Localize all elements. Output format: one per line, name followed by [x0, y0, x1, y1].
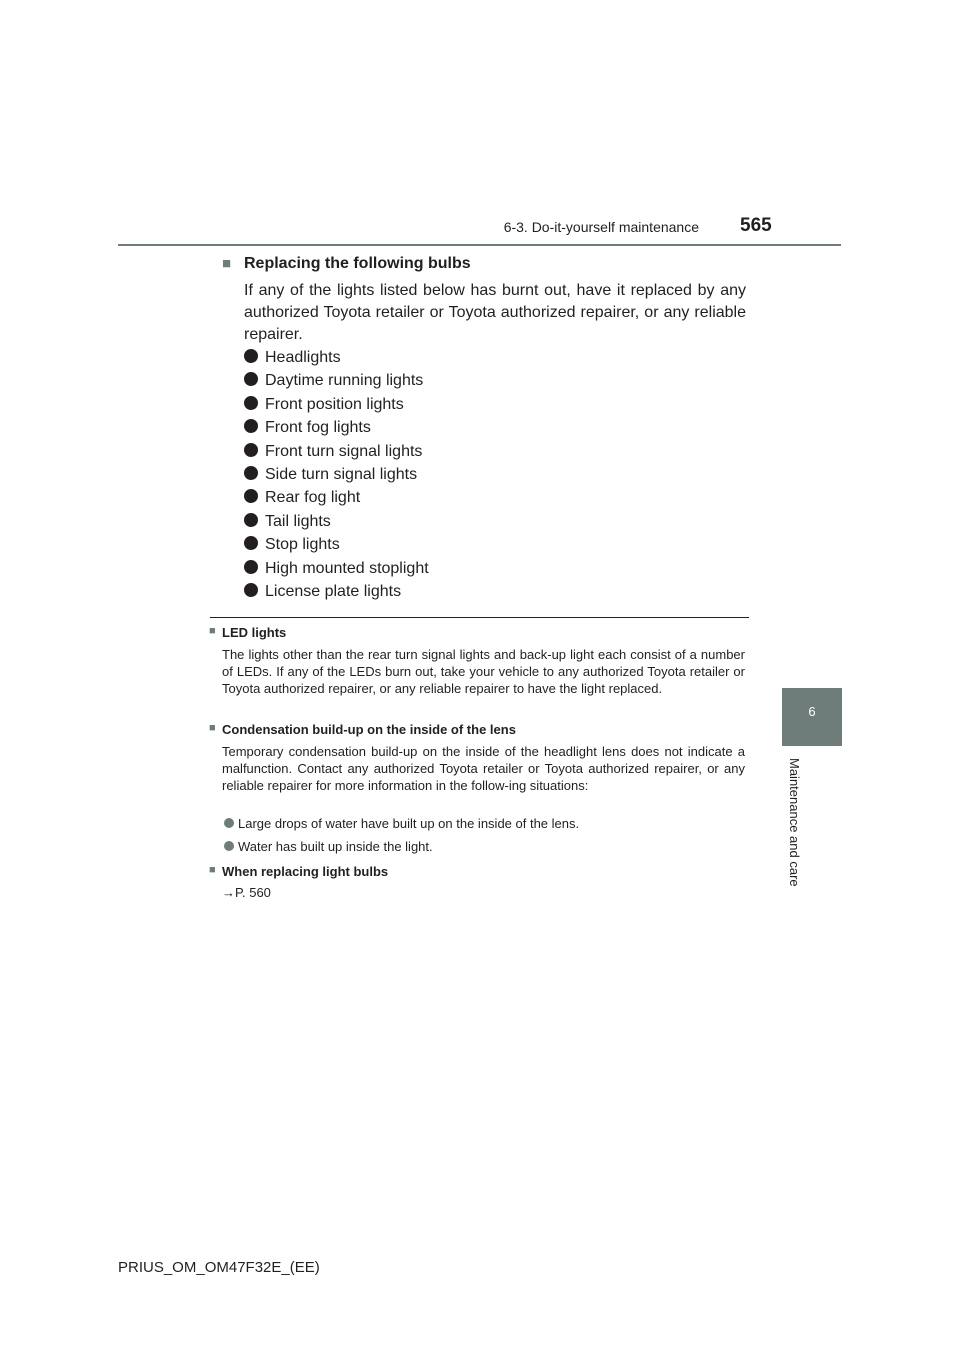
chapter-number: 6 [808, 704, 816, 719]
bulb-item: Side turn signal lights [244, 464, 429, 487]
header-rule [118, 244, 841, 246]
bullet-icon [244, 372, 258, 386]
page-reference[interactable]: →P. 560 [222, 885, 271, 900]
chapter-tab [782, 688, 842, 746]
bulb-item: Daytime running lights [244, 370, 429, 393]
bulb-list [244, 347, 429, 604]
main-heading: Replacing the following bulbs [244, 255, 471, 272]
note-heading: Condensation build-up on the inside of the lens [222, 722, 516, 737]
bullet-icon [244, 466, 258, 480]
bullet-icon [244, 396, 258, 410]
section-divider [210, 617, 749, 618]
bulb-item: Front turn signal lights [244, 441, 429, 464]
page-number: 565 [740, 215, 772, 236]
note-heading: LED lights [222, 625, 287, 640]
bulb-item: Rear fog light [244, 487, 429, 510]
note-body: The lights other than the rear turn signal lights and back-up light each consist of a number of LEDs. If any of the LEDs burn out, take your vehicle to any authorized Toyota retailer or Toyota authorized repairer, or any reliable repairer to have the light replaced. [222, 647, 745, 696]
bullet-icon [244, 536, 258, 550]
section-title: 6-3. Do-it-yourself maintenance [503, 219, 699, 235]
main-paragraph: If any of the lights listed below has burnt out, have it replaced by any authorized Toyota retailer or Toyota authorized repairer, or any reliable repairer. [244, 282, 746, 343]
note-heading: When replacing light bulbs [222, 864, 389, 879]
bullet-icon [244, 560, 258, 574]
arrow-icon: → [222, 885, 235, 900]
bulb-item: Front position lights [244, 394, 429, 417]
bullet-icon [244, 583, 258, 597]
bulb-item: Stop lights [244, 534, 429, 557]
chapter-label: Maintenance and care [787, 758, 802, 887]
bulb-item: High mounted stoplight [244, 558, 429, 581]
square-bullet-icon: ■ [209, 722, 216, 734]
bulb-item: Front fog lights [244, 417, 429, 440]
bulb-item: License plate lights [244, 581, 429, 604]
square-bullet-icon: ■ [222, 255, 232, 272]
bullet-icon [224, 841, 234, 851]
bullet-icon [244, 443, 258, 457]
note-body: Temporary condensation build-up on the inside of the headlight lens does not indicate a malfunction. Contact any authorized Toyota retailer or Toyota authorized repairer, or any reliable repairer for more information in the follow-ing situations: [222, 744, 745, 793]
bullet-icon [224, 818, 234, 828]
note-bullet: Large drops of water have built up on the inside of the lens. [224, 816, 579, 831]
note-bullet: Water has built up inside the light. [224, 839, 433, 854]
bulb-item: Tail lights [244, 511, 429, 534]
bullet-icon [244, 419, 258, 433]
bullet-icon [244, 489, 258, 503]
square-bullet-icon: ■ [209, 625, 216, 637]
bullet-icon [244, 349, 258, 363]
square-bullet-icon: ■ [209, 864, 216, 876]
footer-code: PRIUS_OM_OM47F32E_(EE) [118, 1259, 320, 1276]
bulb-item: Headlights [244, 347, 429, 370]
bullet-icon [244, 513, 258, 527]
